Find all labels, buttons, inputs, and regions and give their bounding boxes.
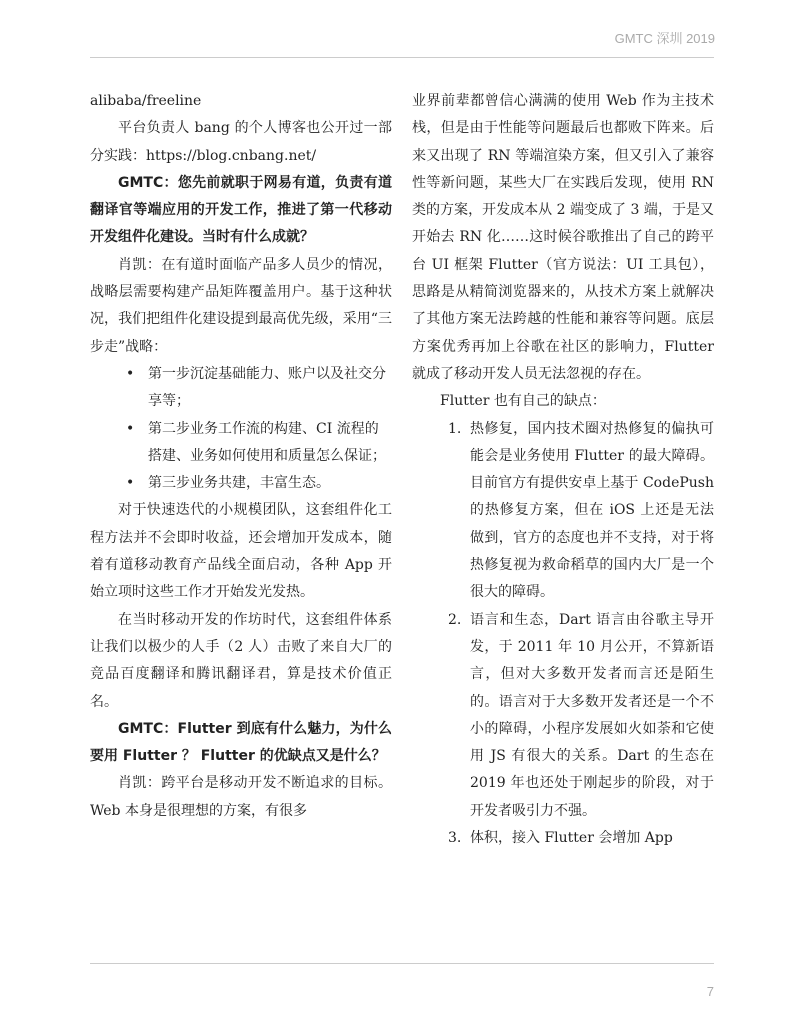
interview-question: GMTC：您先前就职于网易有道，负责有道翻译官等端应用的开发工作，推进了第一代移动开发组件化建设。当时有什么成就？ (90, 174, 392, 246)
paragraph: 对于快速迭代的小规模团队，这套组件化工程方法并不会即时收益，还会增加开发成本，随着有道移动教育产品线全面启动，各种 App 开始立项时这些工作才开始发光发热。 (90, 502, 392, 601)
bullet-marker: • (126, 475, 135, 492)
list-number: 2. (448, 611, 462, 628)
list-item: • 第三步业务共建，丰富生态。 (90, 470, 392, 497)
paragraph: 在当时移动开发的作坊时代，这套组件体系让我们以极少的人手（2 人）击败了来自大厂的竞品百度翻译和腾讯翻译君，算是技术价值正名。 (90, 611, 392, 710)
list-item: 2. 语言和生态，Dart 语言由谷歌主导开发，于 2011 年 10 月公开，不算新语言，但对大多数开发者而言还是陌生的。语言对于大多数开发者还是一个不小的障碍，小程序发展如火如荼和它使用 JS 有很大的关系。Dart 的生态在 2019 年也还处于刚起步的阶段，对于开发者吸引力不强。 (412, 607, 714, 825)
page-number: 7 (706, 984, 714, 999)
bullet-list (90, 361, 392, 497)
list-number: 3. (448, 830, 462, 847)
running-header: GMTC 深圳 2019 (614, 31, 715, 46)
bullet-marker: • (126, 365, 135, 382)
paragraph: 平台负责人 bang 的个人博客也公开过一部分实践：https://blog.cnbang.net/ (90, 120, 392, 164)
footer-divider (90, 963, 714, 964)
list-item: • 第一步沉淀基础能力、账户以及社交分享等； (90, 361, 392, 416)
paragraph: 业界前辈都曾信心满满的使用 Web 作为主技术栈，但是由于性能等问题最后也都败下阵来。后来又出现了 RN 等端渲染方案，但又引入了兼容性等新问题，某些大厂在实践后发现，使用 RN 类的方案，开发成本从 2 端变成了 3 端，于是又开始去 RN 化……这时候谷歌推出了自己的跨平台 UI 框架 Flutter（官方说法：UI 工具包），思路是从精简浏览器来的，从技术方案上就解决了其他方案无法跨越的性能和兼容等问题。底层方案优秀再加上谷歌在社区的影响力，Flutter 就成了移动开发人员无法忽视的存在。 (412, 93, 714, 382)
paragraph: 肖凯：在有道时面临产品多人员少的情况，战略层需要构建产品矩阵覆盖用户。基于这种状况，我们把组件化建设提到最高优先级，采用“三步走”战略： (90, 256, 392, 355)
numbered-list (412, 416, 714, 853)
right-column (412, 88, 714, 852)
list-item: • 第二步业务工作流的构建、CI 流程的搭建、业务如何使用和质量怎么保证； (90, 416, 392, 471)
paragraph: 肖凯：跨平台是移动开发不断追求的目标。Web 本身是很理想的方案，有很多 (90, 775, 392, 819)
interview-question: GMTC：Flutter 到底有什么魅力，为什么要用 Flutter ？ Flutter 的优缺点又是什么？ (90, 720, 392, 765)
list-item: 3. 体积，接入 Flutter 会增加 App (412, 825, 714, 852)
left-column (90, 88, 392, 825)
list-item: 1. 热修复，国内技术圈对热修复的偏执可能会是业务使用 Flutter 的最大障碍。目前官方有提供安卓上基于 CodePush 的热修复方案，但在 iOS 上还是无法做到，官方的态度也并不支持，对于将热修复视为救命稻草的国内大厂是一个很大的障碍。 (412, 416, 714, 607)
paragraph: Flutter 也有自己的缺点： (440, 393, 606, 410)
list-number: 1. (448, 420, 462, 437)
bullet-marker: • (126, 420, 135, 437)
paragraph: alibaba/freeline (90, 93, 202, 109)
header-divider (90, 57, 714, 58)
